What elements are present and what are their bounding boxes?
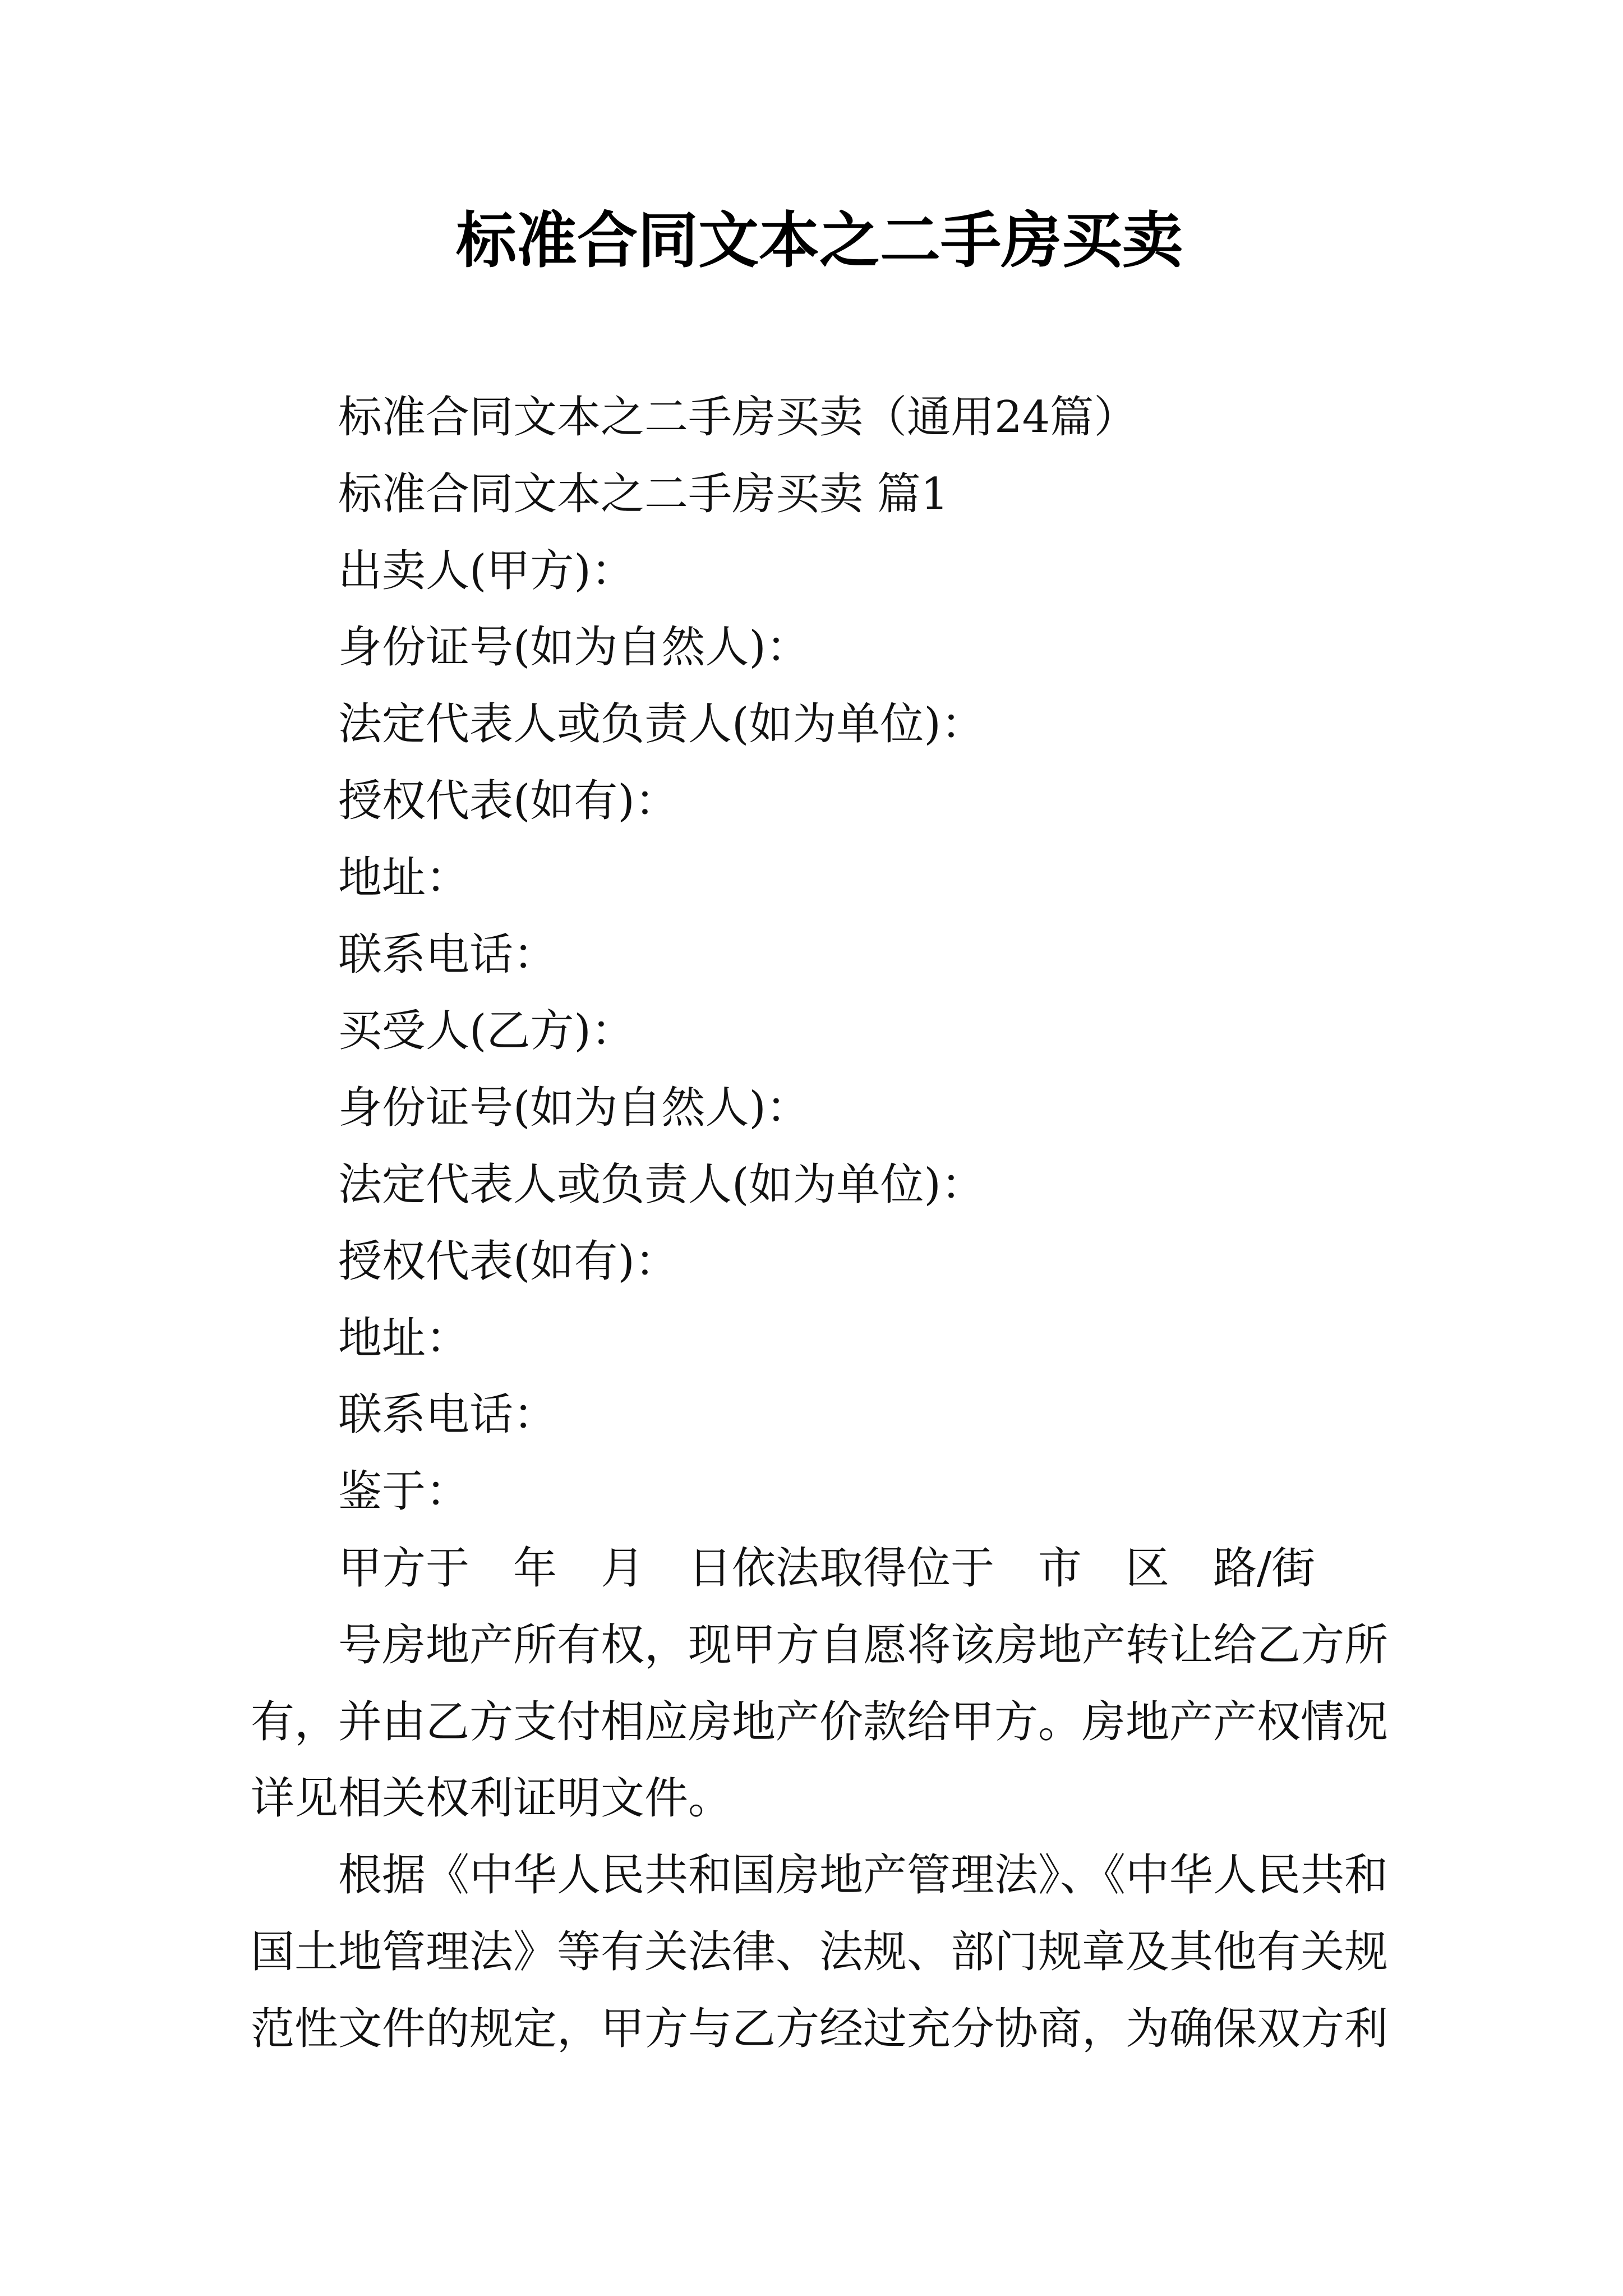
paragraph-line: 甲方于 年 月 日依法取得位于 市 区 路/街 — [338, 1543, 1316, 1594]
paragraph-line: 授权代表(如有)： — [338, 775, 679, 826]
paragraph-line: 详见相关权利证明文件。 — [251, 1773, 732, 1824]
paragraph-line: 联系电话： — [338, 1389, 557, 1441]
paragraph-line: 身份证号(如为自然人)： — [338, 622, 810, 673]
seller-phone-label — [251, 917, 1388, 993]
buyer-id-label — [251, 1070, 1388, 1147]
paragraph-line: 联系电话： — [338, 929, 557, 980]
whereas-label — [251, 1453, 1388, 1530]
buyer-phone-label — [251, 1377, 1388, 1453]
document-title: 标准合同文本之二手房买卖 — [455, 205, 1183, 276]
document-body — [251, 379, 1388, 2068]
paragraph-line: 鉴于： — [338, 1466, 470, 1517]
paragraph-section-heading — [251, 456, 1388, 533]
transfer-clause — [251, 1607, 1388, 1837]
paragraph-line: 地址： — [338, 1313, 470, 1364]
paragraph-line: 地址： — [338, 852, 470, 903]
buyer-address-label — [251, 1300, 1388, 1377]
paragraph-line: 范性文件的规定，甲方与乙方经过充分协商，为确保双方利 — [251, 2003, 1389, 2054]
seller-address-label — [251, 840, 1388, 917]
seller-label — [251, 533, 1388, 610]
paragraph-line: 号房地产所有权，现甲方自愿将该房地产转让给乙方所 — [338, 1619, 1389, 1671]
paragraph-line: 标准合同文本之二手房买卖 篇1 — [338, 468, 949, 519]
seller-legal-rep-label — [251, 686, 1388, 763]
seller-authorized-rep-label — [251, 763, 1388, 840]
paragraph-line: 标准合同文本之二手房买卖（通用24篇） — [338, 392, 1138, 443]
paragraph-line: 买受人(乙方)： — [338, 1006, 635, 1057]
paragraph-line: 法定代表人或负责人(如为单位)： — [338, 699, 985, 750]
buyer-authorized-rep-label — [251, 1223, 1388, 1300]
legal-basis-clause — [251, 1837, 1388, 2067]
paragraph-line: 授权代表(如有)： — [338, 1236, 679, 1287]
paragraph-line: 出卖人(甲方)： — [338, 545, 635, 596]
paragraph-line: 根据《中华人民共和国房地产管理法》、《中华人民共和 — [338, 1850, 1389, 1901]
seller-id-label — [251, 609, 1388, 686]
paragraph-line: 国土地管理法》等有关法律、法规、部门规章及其他有关规 — [251, 1926, 1389, 1977]
property-acquisition-clause — [251, 1530, 1388, 1607]
paragraph-line: 身份证号(如为自然人)： — [338, 1083, 810, 1134]
paragraph-line: 有，并由乙方支付相应房地产价款给甲方。房地产产权情况 — [251, 1696, 1389, 1747]
buyer-label — [251, 993, 1388, 1070]
paragraph-line: 法定代表人或负责人(如为单位)： — [338, 1159, 985, 1210]
buyer-legal-rep-label — [251, 1147, 1388, 1223]
paragraph-heading — [251, 379, 1388, 456]
